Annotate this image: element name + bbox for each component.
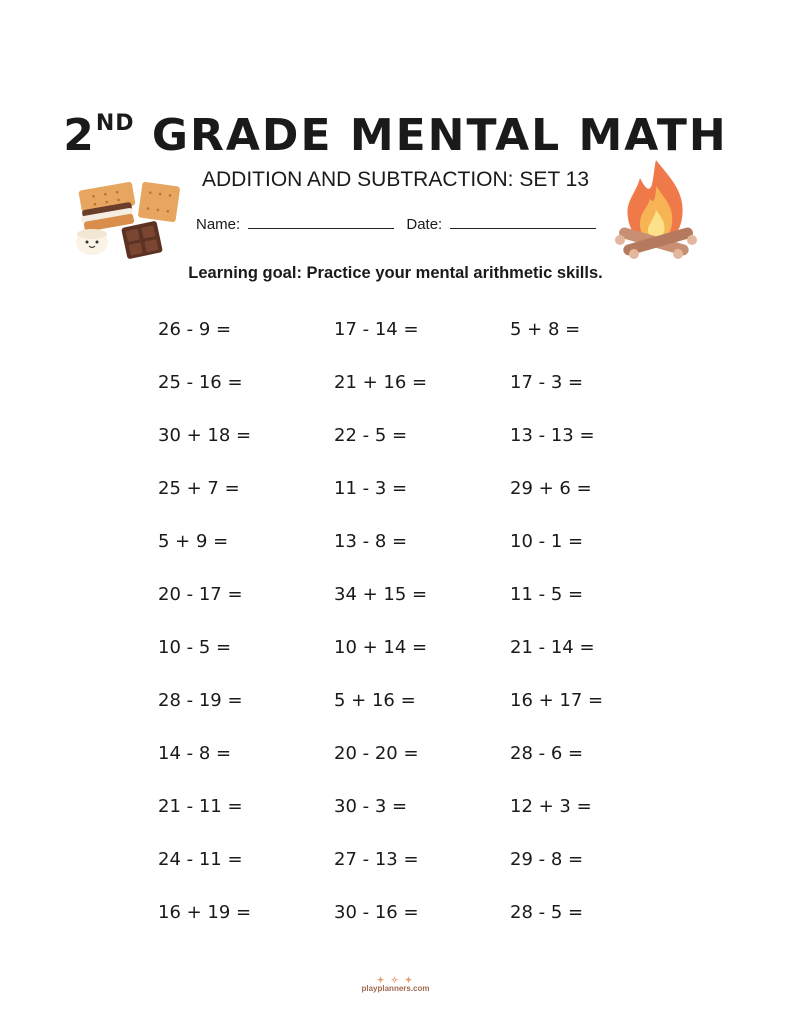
problem: 10 - 5 = xyxy=(158,637,232,658)
problem: 14 - 8 = xyxy=(158,743,232,764)
page-title xyxy=(0,96,791,164)
problem-grid xyxy=(158,318,678,954)
problem: 11 - 3 = xyxy=(334,478,408,499)
problem: 34 + 15 = xyxy=(334,584,428,605)
problem: 17 - 14 = xyxy=(334,319,419,340)
footer-logo[interactable] xyxy=(0,976,791,993)
problem: 21 + 16 = xyxy=(334,372,428,393)
name-date-fields xyxy=(196,214,604,236)
problem: 30 + 18 = xyxy=(158,425,252,446)
problem: 21 - 11 = xyxy=(158,796,243,817)
sparkle-icon: ✦ ✧ ✦ xyxy=(376,975,415,985)
problem: 30 - 16 = xyxy=(334,902,419,923)
page-subtitle: ADDITION AND SUBTRACTION: SET 13 xyxy=(201,168,589,191)
problem: 10 - 1 = xyxy=(510,531,584,552)
title-text: GRADE MENTAL MATH xyxy=(151,110,728,161)
problem: 20 - 20 = xyxy=(334,743,419,764)
problem: 16 + 19 = xyxy=(158,902,252,923)
problem: 29 - 8 = xyxy=(510,849,584,870)
problem: 28 - 6 = xyxy=(510,743,584,764)
problem: 28 - 19 = xyxy=(158,690,243,711)
problem: 26 - 9 = xyxy=(158,319,232,340)
problem: 5 + 16 = xyxy=(334,690,416,711)
date-field[interactable] xyxy=(450,214,596,229)
title-number: 2 xyxy=(63,110,96,161)
name-field[interactable] xyxy=(248,214,394,229)
problem: 20 - 17 = xyxy=(158,584,243,605)
problem: 25 + 7 = xyxy=(158,478,240,499)
learning-goal: Learning goal: Practice your mental arithmetic skills. xyxy=(188,264,603,282)
campfire-icon xyxy=(612,156,700,264)
problem: 25 - 16 = xyxy=(158,372,243,393)
problem: 28 - 5 = xyxy=(510,902,584,923)
problem: 5 + 9 = xyxy=(158,531,229,552)
title-ordinal: ND xyxy=(95,111,135,136)
problem: 13 - 8 = xyxy=(334,531,408,552)
problem: 24 - 11 = xyxy=(158,849,243,870)
footer-site: playplanners.com xyxy=(361,984,430,993)
problem: 17 - 3 = xyxy=(510,372,584,393)
problem: 13 - 13 = xyxy=(510,425,595,446)
problem: 16 + 17 = xyxy=(510,690,604,711)
problem: 22 - 5 = xyxy=(334,425,408,446)
problem: 27 - 13 = xyxy=(334,849,419,870)
problem: 11 - 5 = xyxy=(510,584,584,605)
problem: 29 + 6 = xyxy=(510,478,592,499)
problem: 10 + 14 = xyxy=(334,637,428,658)
problem: 5 + 8 = xyxy=(510,319,581,340)
problem: 12 + 3 = xyxy=(510,796,592,817)
name-label: Name: xyxy=(196,216,241,233)
date-label: Date: xyxy=(406,216,443,233)
problem: 30 - 3 = xyxy=(334,796,408,817)
problem: 21 - 14 = xyxy=(510,637,595,658)
smores-icon xyxy=(72,176,184,262)
